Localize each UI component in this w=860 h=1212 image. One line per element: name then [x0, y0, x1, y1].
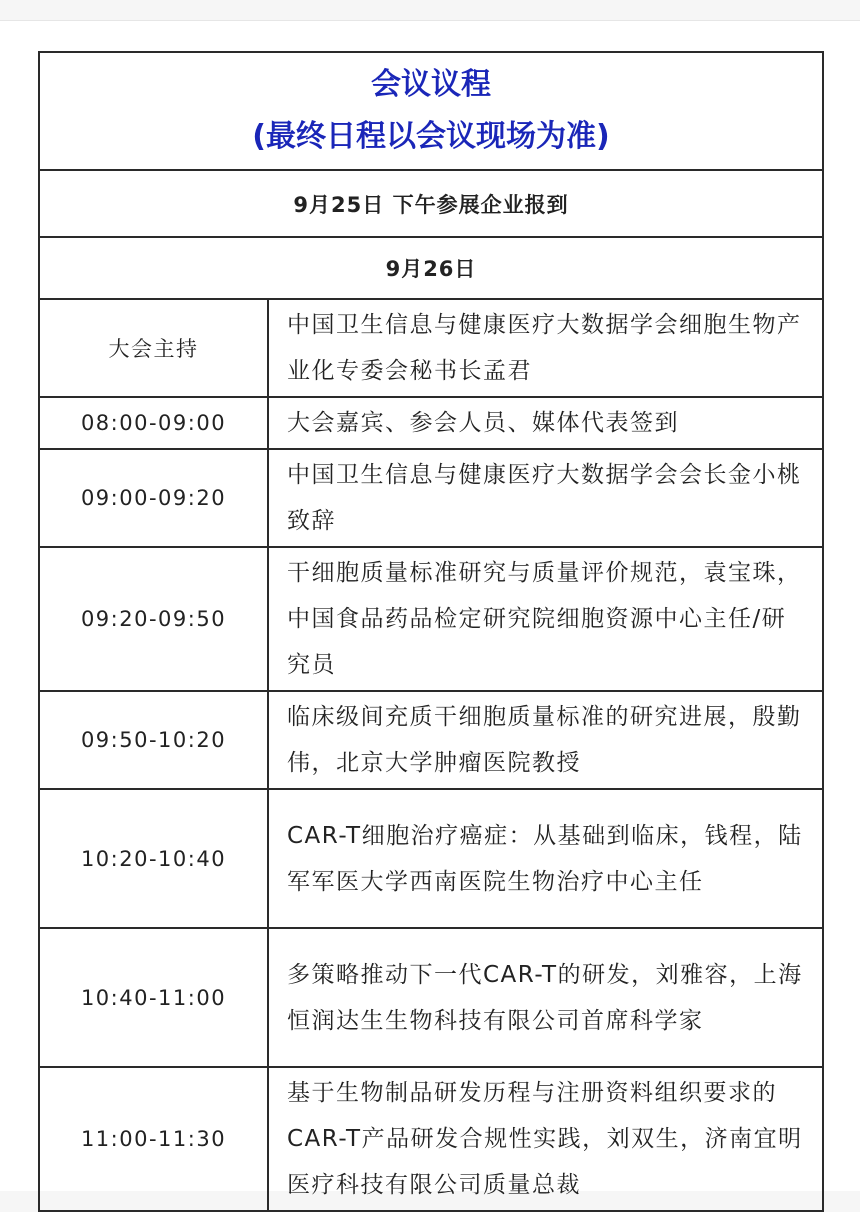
agenda-title-line1: 会议议程 — [371, 67, 491, 102]
table-row — [39, 449, 823, 547]
table-row — [39, 928, 823, 1067]
day-heading-sep25: 9月25日 下午参展企业报到 — [39, 170, 823, 237]
desc-cell: 干细胞质量标准研究与质量评价规范，袁宝珠，中国食品药品检定研究院细胞资源中心主任/研究员 — [268, 547, 823, 691]
table-row — [39, 397, 823, 449]
table-row — [39, 547, 823, 691]
time-cell: 08:00-09:00 — [39, 397, 268, 449]
table-row — [39, 789, 823, 928]
time-cell: 09:20-09:50 — [39, 547, 268, 691]
day-row-2 — [39, 237, 823, 299]
desc-cell: 多策略推动下一代CAR-T的研发，刘雅容，上海恒润达生生物科技有限公司首席科学家 — [268, 928, 823, 1067]
time-cell: 10:20-10:40 — [39, 789, 268, 928]
agenda-table — [38, 51, 824, 1212]
title-row — [39, 52, 823, 170]
desc-cell: 中国卫生信息与健康医疗大数据学会会长金小桃致辞 — [268, 449, 823, 547]
time-cell: 09:50-10:20 — [39, 691, 268, 789]
agenda-title — [39, 52, 823, 170]
time-cell: 10:40-11:00 — [39, 928, 268, 1067]
table-row — [39, 299, 823, 397]
time-cell: 09:00-09:20 — [39, 449, 268, 547]
desc-cell: 基于生物制品研发历程与注册资料组织要求的CAR-T产品研发合规性实践，刘双生，济南宜明医疗科技有限公司质量总裁 — [268, 1067, 823, 1211]
agenda-title-line2: (最终日程以会议现场为准) — [252, 119, 610, 154]
desc-cell: 中国卫生信息与健康医疗大数据学会细胞生物产业化专委会秘书长孟君 — [268, 299, 823, 397]
page — [0, 20, 860, 1198]
desc-cell: 大会嘉宾、参会人员、媒体代表签到 — [268, 397, 823, 449]
day-heading-sep26: 9月26日 — [39, 237, 823, 299]
table-row — [39, 1067, 823, 1211]
time-cell: 大会主持 — [39, 299, 268, 397]
table-row — [39, 691, 823, 789]
time-cell: 11:00-11:30 — [39, 1067, 268, 1211]
desc-cell: CAR-T细胞治疗癌症：从基础到临床，钱程，陆军军医大学西南医院生物治疗中心主任 — [268, 789, 823, 928]
desc-cell: 临床级间充质干细胞质量标准的研究进展，殷勤伟，北京大学肿瘤医院教授 — [268, 691, 823, 789]
day-row-1 — [39, 170, 823, 237]
